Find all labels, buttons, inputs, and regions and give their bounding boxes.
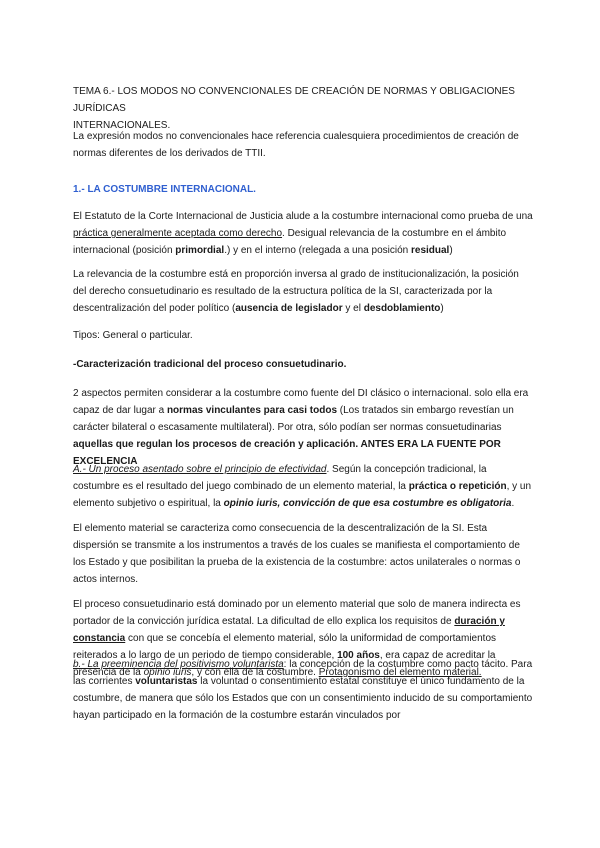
types-text: Tipos: General o particular.: [73, 330, 193, 341]
paragraph-1-text: [73, 208, 533, 259]
p7-a: El proceso consuetudinario está dominado por un elemento material que solo de manera indirecta es portador de la convicción jurídica estatal. La dificultad de ello explica los requisitos de: [73, 599, 521, 627]
title-line-2: INTERNACIONALES.: [73, 120, 171, 131]
p4-d: aquellas que regulan los procesos de creación y aplicación. ANTES ERA LA FUENTE POR EXCELENCIA: [73, 439, 501, 467]
p8-b: : la concepción de la costumbre como pacto tácito. Para las corrientes: [73, 659, 533, 687]
p1-a: El Estatuto de la Corte Internacional de Justicia alude a la costumbre internacional como prueba de una: [73, 211, 533, 222]
section1-heading: 1.- LA COSTUMBRE INTERNACIONAL.: [73, 184, 256, 195]
paragraph-6-text: El elemento material se caracteriza como consecuencia de la descentralización de la SI. Esta dispersión se transmite a los instrumentos a través de los cuales se manifiesta el comportamiento de los Estado y que posibilitan la prueba de la existencia de la costumbre: actos unilaterales o normas o actos internos.: [73, 523, 521, 585]
p7-b: duración y constancia: [73, 616, 505, 644]
p4-a: 2 aspectos permiten considerar a la costumbre como fuente del DI clásico o internacional. solo ella era capaz de dar lugar a: [73, 388, 529, 416]
subheading-1-text: -Caracterización tradicional del proceso consuetudinario.: [73, 359, 347, 370]
paragraph-2-text: [73, 266, 533, 317]
p1-b: práctica generalmente aceptada como derecho: [73, 228, 283, 239]
paragraph-8-text: [73, 656, 533, 724]
p7-d: 100 años: [337, 650, 380, 661]
p2-d: desdoblamiento: [363, 303, 441, 314]
p2-e: ): [440, 303, 444, 314]
p7-e: , era capaz de acreditar la presencia de la: [73, 650, 496, 678]
p5-d: , y un elemento subjetivo o espiritual, la: [73, 481, 532, 509]
p1-f: residual: [410, 245, 450, 256]
paragraph-4-text: [73, 385, 533, 470]
p4-b: normas vinculantes para casi todos: [166, 405, 338, 416]
p1-g: ): [449, 245, 453, 256]
document-title: [73, 83, 533, 134]
paragraph-3: [73, 327, 533, 344]
title-line-1: TEMA 6.- LOS MODOS NO CONVENCIONALES DE CREACIÓN DE NORMAS Y OBLIGACIONES JURÍDICAS: [73, 86, 515, 114]
p1-d: primordial: [175, 245, 225, 256]
paragraph-8: [73, 656, 533, 724]
p8-c: voluntaristas: [135, 676, 198, 687]
paragraph-5: [73, 461, 533, 512]
paragraph-1: [73, 208, 533, 259]
p1-c: . Desigual relevancia de la costumbre en el ámbito internacional (posición: [73, 228, 507, 256]
p2-c: y el: [342, 303, 364, 314]
p8-a: b.- La preeminencia del positivismo voluntarista: [73, 659, 284, 670]
p7-f: opinio iuris: [143, 667, 192, 678]
paragraph-4: [73, 385, 533, 470]
p7-h: Protagonismo del elemento material.: [318, 667, 482, 678]
paragraph-2: [73, 266, 533, 317]
p7-c: con que se concebía el elemento material, sólo la uniformidad de comportamientos reiterados a lo largo de un periodo de tiempo considerable,: [73, 633, 497, 661]
p8-d: la voluntad o consentimiento estatal constituye el único fundamento de la costumbre, de manera que sólo los Estados que con un consentimiento inducido de su comportamiento hayan participado en la formación de la costumbre estarán vinculados por: [73, 676, 533, 721]
p5-a: A.- Un proceso asentado sobre el principio de efectividad: [73, 464, 327, 475]
paragraph-5-text: [73, 461, 533, 512]
subheading-1: [73, 356, 533, 373]
p7-g: , y con ella de la costumbre.: [191, 667, 319, 678]
p5-e: opinio iuris, convicción de que esa costumbre es obligatoria: [223, 498, 512, 509]
p1-e: .) y en el interno (relegada a una posición: [224, 245, 411, 256]
p5-b: . Según la concepción tradicional, la costumbre es el resultado del juego combinado de un elemento material, la: [73, 464, 487, 492]
p5-c: práctica o repetición: [408, 481, 507, 492]
intro-paragraph: [73, 128, 533, 162]
paragraph-6: [73, 520, 533, 588]
p4-c: (Los tratados sin embargo revestían un carácter bilateral o escasamente multilateral). Por otra, sólo podían ser normas consuetudinarias: [73, 405, 514, 433]
p5-f: .: [511, 498, 515, 509]
p2-a: La relevancia de la costumbre está en proporción inversa al grado de institucionalización, la posición del derecho consuetudinario es resultado de la estructura política de la SI, caracterizada por la descentralización del poder político (: [73, 269, 519, 314]
p2-b: ausencia de legislador: [235, 303, 343, 314]
intro-text: La expresión modos no convencionales hace referencia cualesquiera procedimientos de creación de normas diferentes de los derivados de TTII.: [73, 131, 519, 159]
section-heading: [73, 181, 533, 198]
